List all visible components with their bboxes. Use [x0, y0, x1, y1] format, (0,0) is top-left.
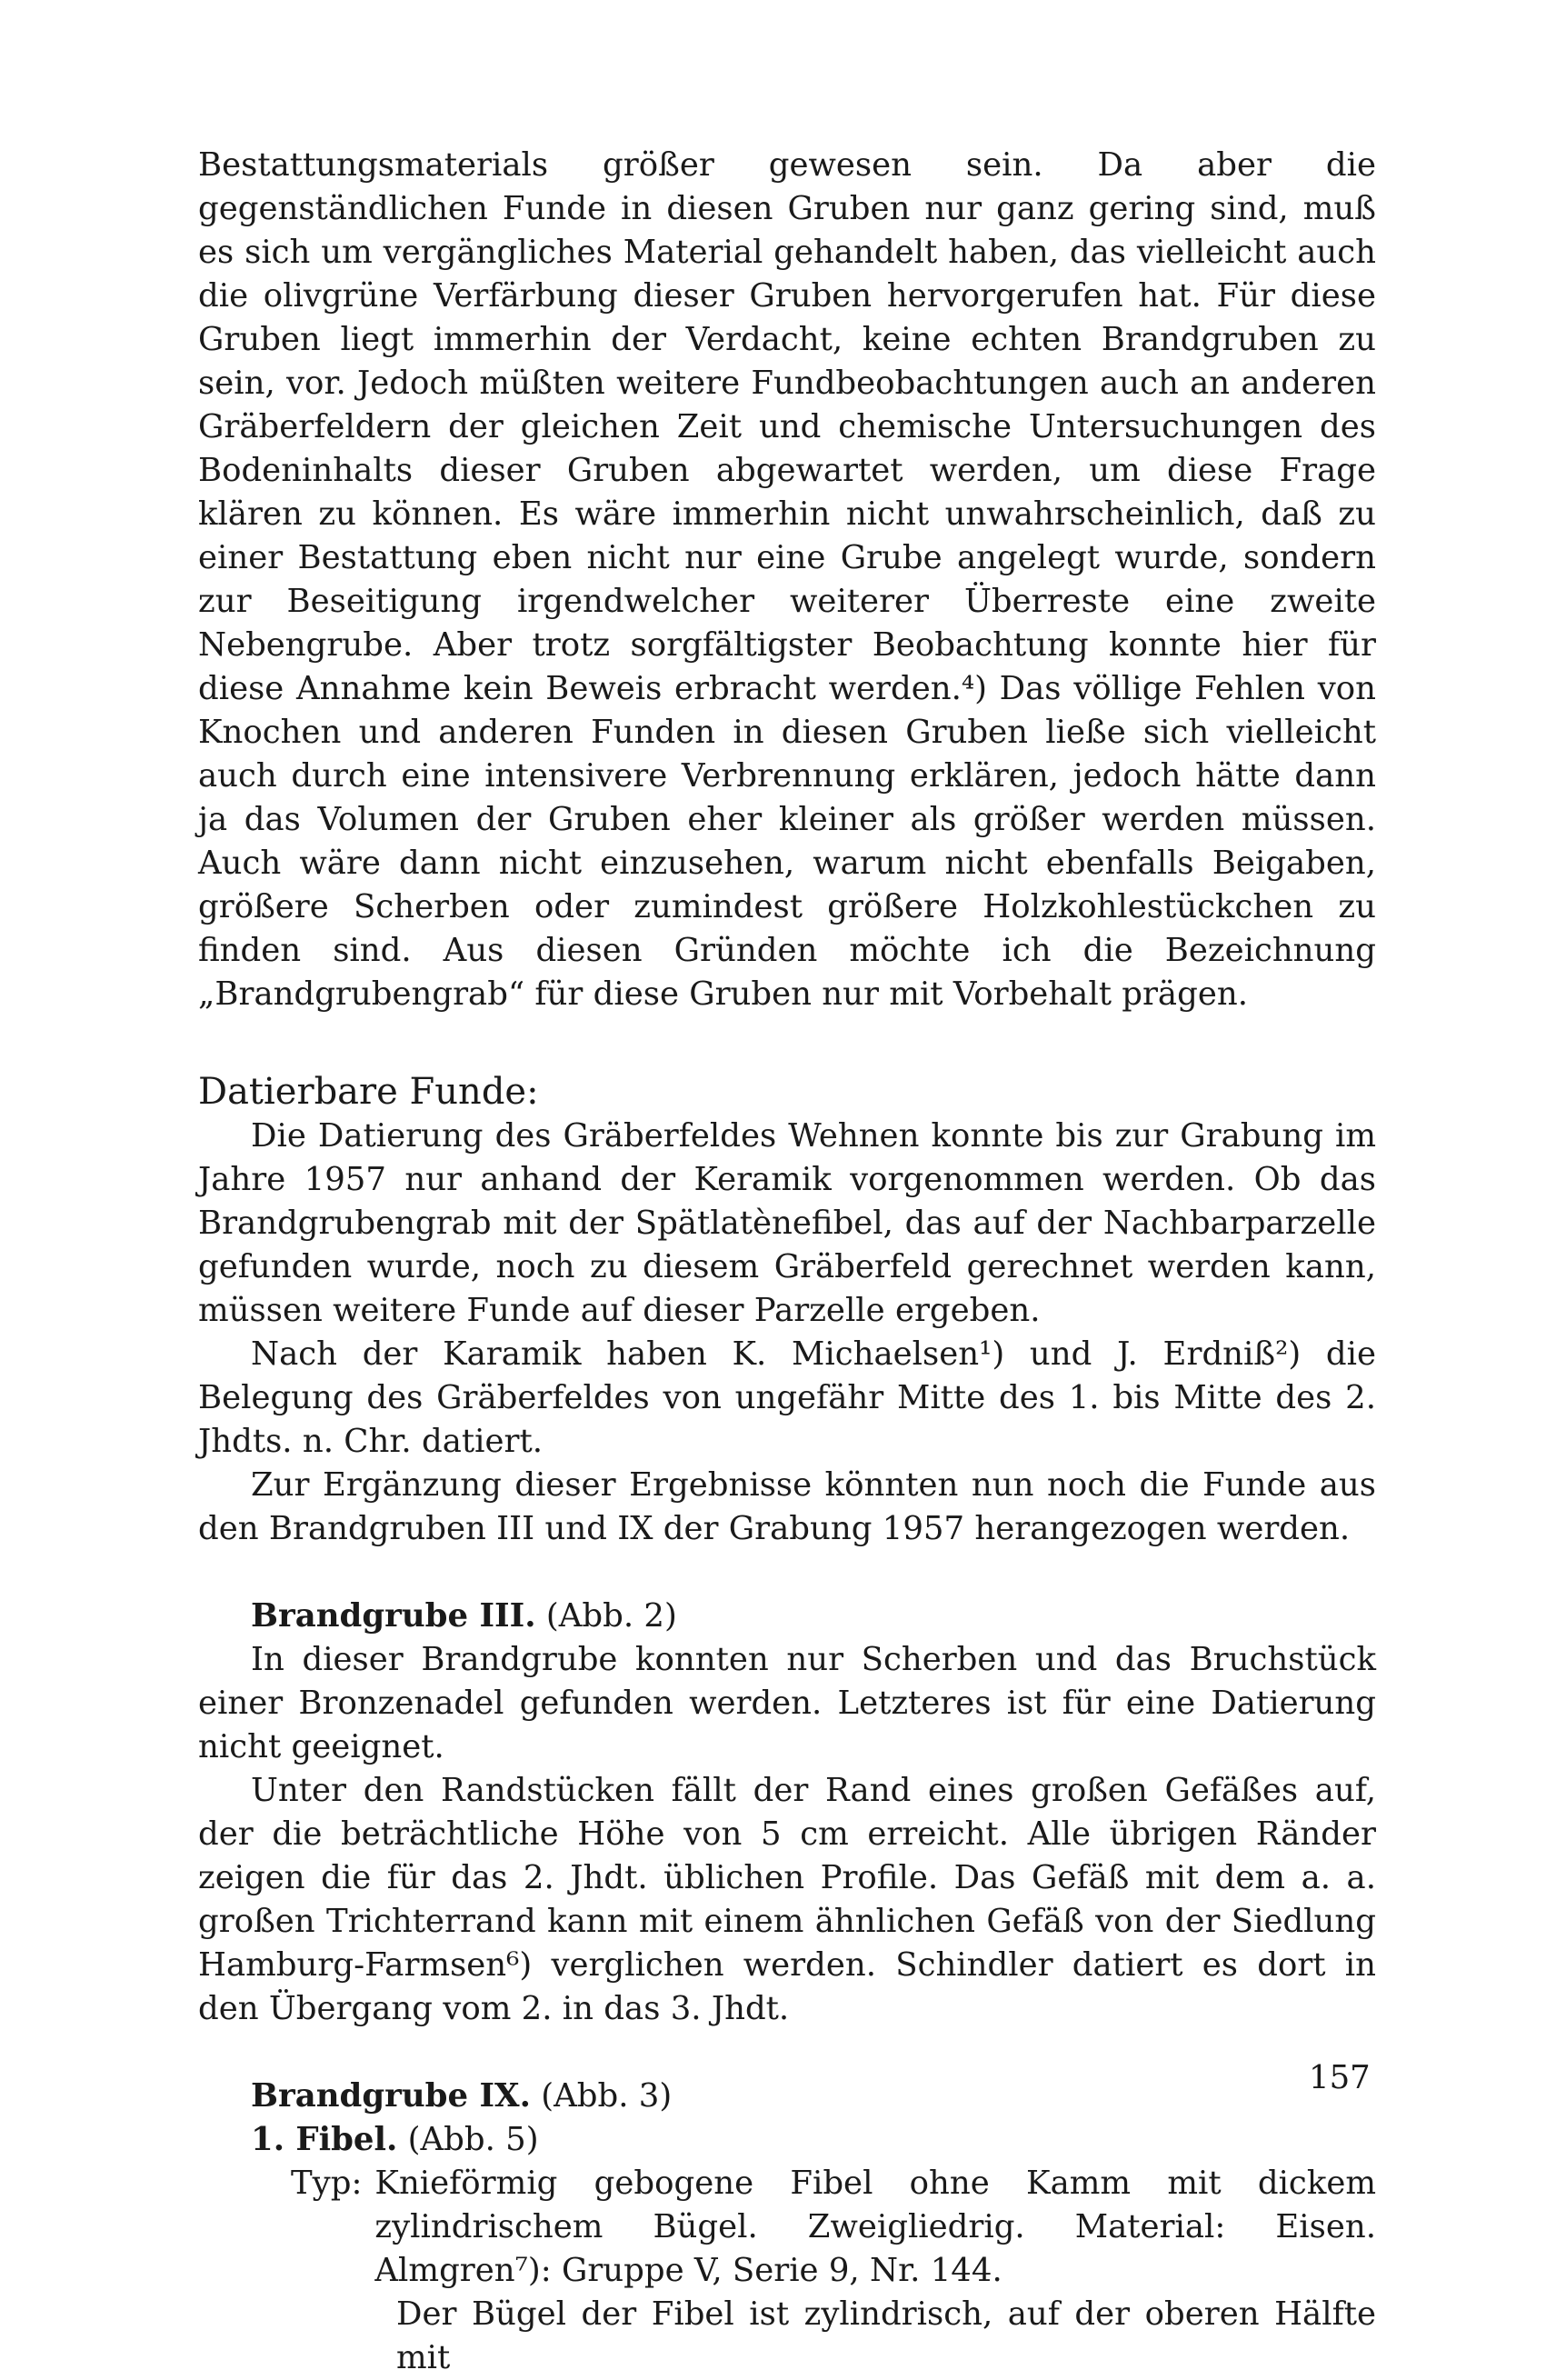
brandgrube-iii-title [251, 1595, 1376, 1638]
paragraph-intro: Bestattungsmaterials größer gewesen sein. Da aber die gegenständlichen Funde in diesen Gruben nur ganz gering sind, muß es sich um vergängliches Material gehandelt haben, das vielleicht auch die olivgrüne Verfärbung dieser Gruben hervorgerufen hat. Für diese Gruben liegt immerhin der Verdacht, keine echten Brandgruben zu sein, vor. Jedoch müßten weitere Fundbeobachtungen auch an anderen Gräberfeldern der gleichen Zeit und chemische Untersuchungen des Bodeninhalts dieser Gruben abgewartet werden, um diese Frage klären zu können. Es wäre immerhin nicht unwahrscheinlich, daß zu einer Bestattung eben nicht nur eine Grube angelegt wurde, sondern zur Beseitigung irgendwelcher weiterer Überreste eine zweite Nebengrube. Aber trotz sorgfältigster Beobachtung konnte hier für diese Annahme kein Beweis erbracht werden.⁴) Das völlige Fehlen von Knochen und anderen Funden in diesen Gruben ließe sich vielleicht auch durch eine intensivere Verbrennung erklären, jedoch hätte dann ja das Volumen der Gruben eher kleiner als größer werden müssen. Auch wäre dann nicht einzusehen, warum nicht ebenfalls Beigaben, größere Scherben oder zumindest größere Holzkohlestückchen zu finden sind. Aus diesen Gründen möchte ich die Bezeichnung „Brandgrubengrab“ für diese Gruben nur mit Vorbehalt prägen. [198, 146, 1376, 1013]
brandgrube-iii-ref: (Abb. 2) [545, 1597, 677, 1635]
brandgrube-iii-label: Brandgrube III. [251, 1597, 536, 1635]
paragraph-supplement: Zur Ergänzung dieser Ergebnisse könnten nun noch die Funde aus den Brandgruben III und IX der Grabung 1957 herangezogen werden. [198, 1466, 1376, 1547]
typ-label: Typ: [291, 2165, 363, 2202]
fibel-description: Der Bügel der Fibel ist zylindrisch, auf der oberen Hälfte mit [396, 2295, 1376, 2376]
brandgrube-ix-label: Brandgrube IX. [251, 2077, 531, 2115]
typ-row [291, 2162, 1376, 2293]
paragraph-ceramic: Nach der Karamik haben K. Michaelsen¹) und J. Erdniß²) die Belegung des Gräberfeldes von ungefähr Mitte des 1. bis Mitte des 2. Jhdts. n. Chr. datiert. [198, 1335, 1376, 1460]
section-heading: Datierbare Funde: [198, 1071, 539, 1113]
brandgrube-iii-paragraph-2: Unter den Randstücken fällt der Rand eines großen Gefäßes auf, der die beträchtliche Höhe von 5 cm erreicht. Alle übrigen Ränder zeigen die für das 2. Jhdt. üblichen Profile. Das Gefäß mit dem a. a. großen Trichterrand kann mit einem ähnlichen Gefäß von der Siedlung Hamburg-Farmsen⁶) verglichen werden. Schindler datiert es dort in den Übergang vom 2. in das 3. Jhdt. [198, 1772, 1376, 2027]
brandgrube-ix-title [251, 2075, 1376, 2118]
typ-text: Knieförmig gebogene Fibel ohne Kamm mit dickem zylindrischem Bügel. Zweigliedrig. Material: Eisen. Almgren⁷): Gruppe V, Serie 9, Nr. 144. [374, 2165, 1376, 2289]
fibel-item-ref: (Abb. 5) [407, 2121, 539, 2158]
fibel-item-title [251, 2118, 1376, 2162]
brandgrube-ix-ref: (Abb. 3) [541, 2077, 673, 2115]
page-body [198, 144, 1376, 2380]
page-number: 157 [1309, 2059, 1371, 2096]
fibel-item-label: 1. Fibel. [251, 2121, 398, 2158]
paragraph-dating: Die Datierung des Gräberfeldes Wehnen konnte bis zur Grabung im Jahre 1957 nur anhand der Keramik vorgenommen werden. Ob das Brandgrubengrab mit der Spätlatènefibel, das auf der Nachbarparzelle gefunden wurde, noch zu diesem Gräberfeld gerechnet werden kann, müssen weitere Funde auf dieser Parzelle ergeben. [198, 1117, 1376, 1329]
brandgrube-iii-paragraph-1: In dieser Brandgrube konnten nur Scherben und das Bruchstück einer Bronzenadel gefunden werden. Letzteres ist für eine Datierung nicht geeignet. [198, 1641, 1376, 1765]
